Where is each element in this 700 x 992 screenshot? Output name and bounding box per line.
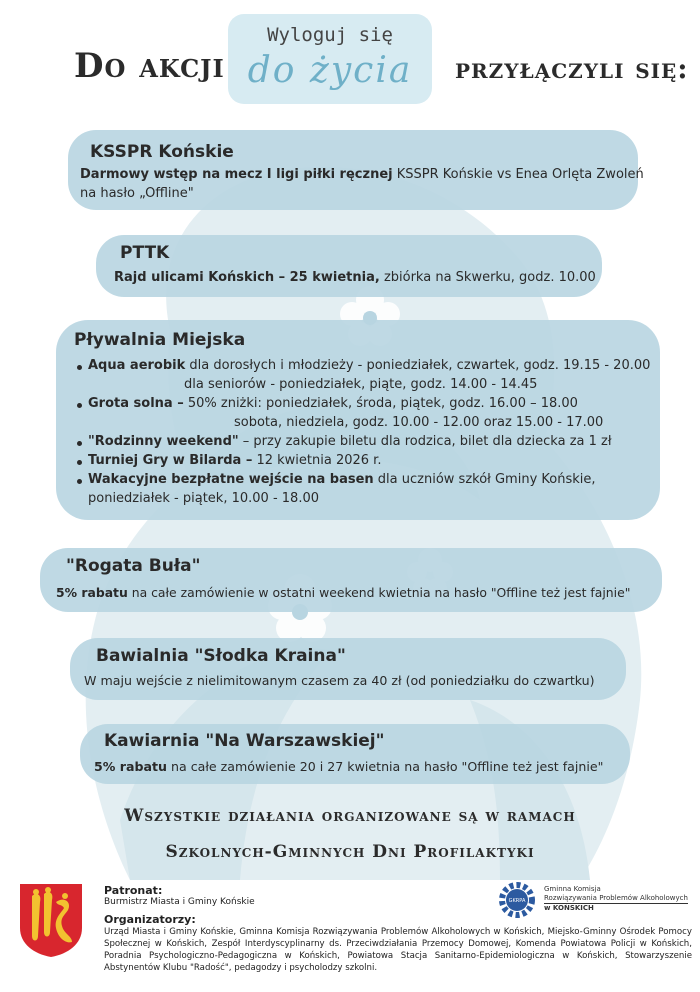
box-line: Darmowy wstęp na mecz I ligi piłki ręcznej KSSPR Końskie vs Enea Orlęta Zwoleń bbox=[80, 167, 644, 182]
box-line: 5% rabatu na całe zamówienie w ostatni weekend kwietnia na hasło "Offline też jest fajnie" bbox=[56, 585, 631, 600]
bullet bbox=[77, 365, 82, 370]
svg-text:GKRPA: GKRPA bbox=[508, 898, 526, 904]
box-line: W maju wejście z nielimitowanym czasem za 40 zł (od poniedziałku do czwartku) bbox=[84, 673, 595, 688]
logo-line2: do życia bbox=[247, 50, 413, 91]
list-item-cont: poniedziałek - piątek, 10.00 - 18.00 bbox=[88, 491, 319, 506]
list-item: "Rodzinny weekend" – przy zakupie biletu dla rodzica, bilet dla dziecka za 1 zł bbox=[88, 434, 612, 449]
box-kawiarnia bbox=[80, 724, 630, 784]
gear-logo-icon bbox=[496, 880, 538, 920]
header-left-text: Do akcji bbox=[74, 46, 225, 86]
box-line: 5% rabatu na całe zamówienie 20 i 27 kwietnia na hasło "Offline też jest fajnie" bbox=[94, 759, 604, 774]
gkrpa-text: Gminna Komisja Rozwiązywania Problemów Alkoholowych w KOŃSKICH bbox=[544, 885, 688, 912]
municipal-crest-icon bbox=[18, 882, 84, 958]
box-pttk bbox=[96, 235, 602, 297]
gkrpa-logo bbox=[496, 880, 692, 920]
box-plywalnia bbox=[56, 320, 660, 520]
patronat-label: Patronat: bbox=[104, 884, 163, 897]
box-bawialnia bbox=[70, 638, 626, 700]
list-item: Aqua aerobik dla dorosłych i młodzieży - poniedziałek, czwartek, godz. 19.15 - 20.00 bbox=[88, 358, 651, 373]
logo-line1: Wyloguj się bbox=[267, 24, 393, 46]
list-item-cont: dla seniorów - poniedziałek, piąte, godz. 14.00 - 14.45 bbox=[184, 377, 538, 392]
bullet bbox=[77, 460, 82, 465]
list-item: Turniej Gry w Bilarda – 12 kwietnia 2026 r. bbox=[88, 453, 382, 468]
footer-line2: Szkolnych-Gminnych Dni Profilaktyki bbox=[165, 842, 535, 862]
header-right-text: przyłączyli się: bbox=[455, 52, 689, 85]
list-item-cont: sobota, niedziela, godz. 10.00 - 12.00 oraz 15.00 - 17.00 bbox=[234, 415, 604, 430]
box-title: Pływalnia Miejska bbox=[74, 330, 246, 350]
bullet bbox=[77, 403, 82, 408]
campaign-logo bbox=[228, 14, 432, 104]
bullet bbox=[77, 441, 82, 446]
bullet bbox=[77, 479, 82, 484]
box-title: Bawialnia "Słodka Kraina" bbox=[96, 646, 346, 666]
list-item: Grota solna – 50% zniżki: poniedziałek, środa, piątek, godz. 16.00 – 18.00 bbox=[88, 396, 578, 411]
box-line: Rajd ulicami Końskich – 25 kwietnia, zbiórka na Skwerku, godz. 10.00 bbox=[114, 270, 596, 285]
box-ksspr bbox=[68, 130, 644, 210]
organizatorzy-label: Organizatorzy: bbox=[104, 913, 196, 926]
box-title: PTTK bbox=[120, 243, 170, 263]
box-line: na hasło „Offline" bbox=[80, 186, 194, 201]
box-title: "Rogata Buła" bbox=[66, 556, 201, 576]
box-title: Kawiarnia "Na Warszawskiej" bbox=[104, 731, 385, 751]
box-title: KSSPR Końskie bbox=[90, 142, 234, 162]
organizatorzy-value: Urząd Miasta i Gminy Końskie, Gminna Komisja Rozwiązywania Problemów Alkoholowych w Końskich, Miejsko-Gminny Ośrodek Pomocy Społecznej w Końskich, Zespół Interdyscyplinarny ds. Przeciwdziałania Przemocy Domowej, Komenda Powiatowa Policji w Końskich, Poradnia Psychologiczno-Pedagogiczna w Końskich, Powiatowa Stacja Sanitarno-Epidemiologiczna w Końskich, Stowarzyszenie Abstynentów Klubu "Radość", pedagodzy i psycholodzy szkolni. bbox=[104, 927, 692, 973]
box-rogata-bula bbox=[40, 548, 662, 612]
list-item: Wakacyjne bezpłatne wejście na basen dla uczniów szkół Gminy Końskie, bbox=[88, 472, 596, 487]
footer-line1: Wszystkie działania organizowane są w ramach bbox=[124, 806, 576, 826]
patronat-value: Burmistrz Miasta i Gminy Końskie bbox=[104, 897, 255, 907]
